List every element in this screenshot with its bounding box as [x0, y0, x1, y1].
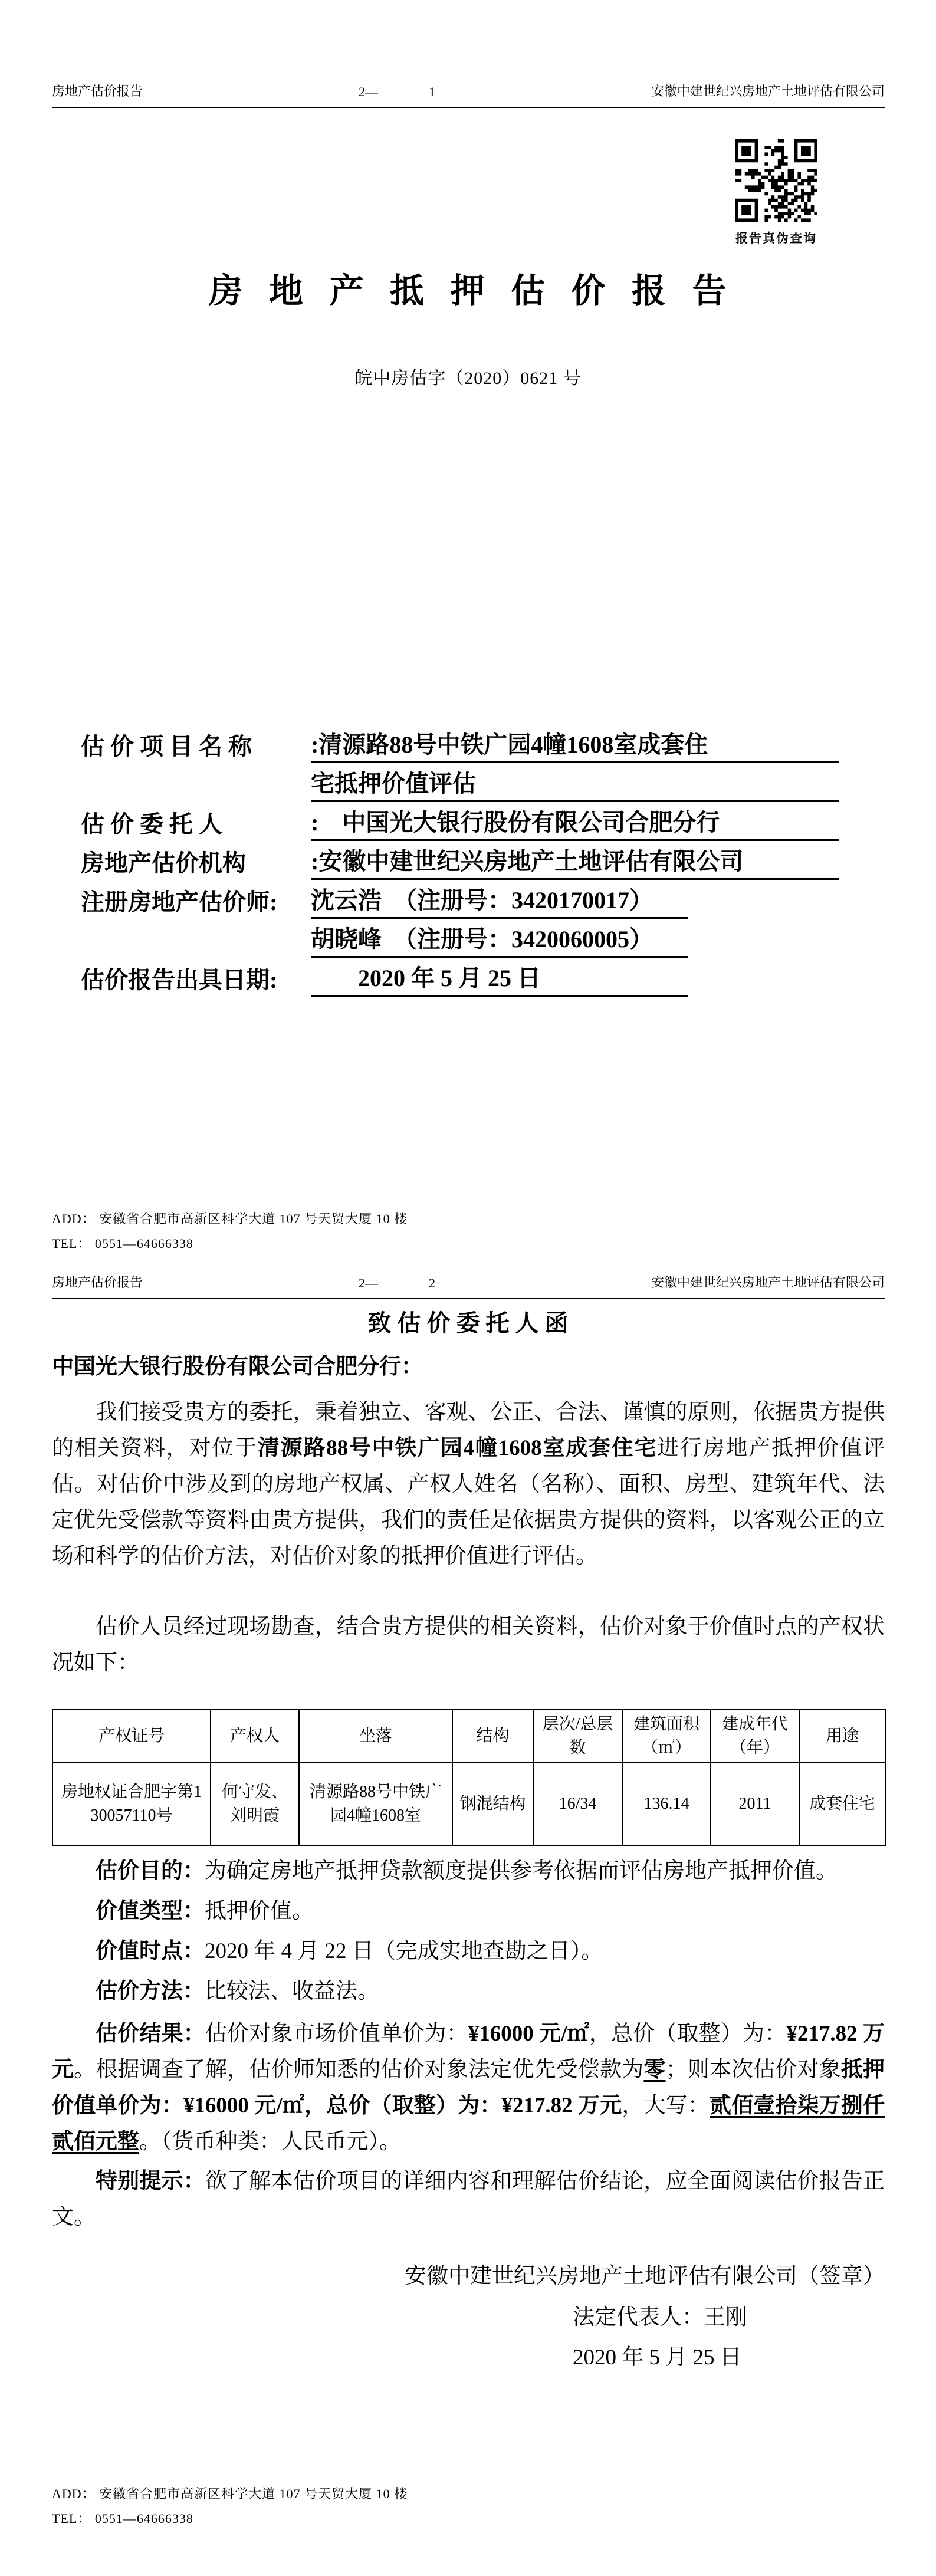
letter-salutation: 中国光大银行股份有限公司合肥分行：	[52, 1355, 423, 1379]
cell-owner: 何守发、刘明霞	[211, 1763, 299, 1845]
field-project-name	[81, 729, 839, 763]
result-text: ，总价（取整）为：	[589, 2022, 787, 2046]
field-appraiser-1	[81, 885, 839, 919]
page2-footer	[52, 2482, 408, 2531]
field-label: 房地产估价机构	[81, 850, 246, 876]
table-header-row	[52, 1710, 885, 1763]
result-label: 估价结果：	[96, 2022, 205, 2046]
header-page-indicator	[359, 84, 435, 100]
intro-text: 进行房地产抵押价值评估。对估价中涉及到的房地产权属、产权人姓名（名称）、面积、房型、建筑年代、法定优先受偿款等资料由贵方提供，我们的责任是依据贵方提供的资料，以客观公正的立场和科学的估价方法，对估价对象的抵押价值进行评估。	[52, 1436, 885, 1568]
header-company-name: 安徽中建世纪兴房地产土地评估有限公司	[651, 1275, 885, 1290]
item-text: 2020 年 4 月 22 日（完成实地查勘之日）。	[205, 1939, 603, 1963]
page-marker: 2—	[359, 1276, 378, 1290]
cell-year-built: 2011	[711, 1763, 799, 1845]
cell-floor: 16/34	[533, 1763, 622, 1845]
item-label: 估价方法：	[96, 1979, 205, 2003]
col-certificate-no: 产权证号	[52, 1710, 211, 1763]
report-title: 房 地 产 抵 押 估 价 报 告	[208, 272, 728, 310]
page2-running-header	[52, 1273, 885, 1299]
property-name: 清源路88号中铁广园4幢1608室成套住宅	[257, 1436, 658, 1460]
result-text: ，大写：	[622, 2094, 710, 2118]
item-label: 估价目的：	[96, 1859, 205, 1883]
header-doc-type: 房地产估价报告	[52, 84, 143, 98]
cell-usage: 成套住宅	[799, 1763, 885, 1845]
page-number: 2	[429, 1276, 435, 1290]
result-text: 。根据调查了解，估价师知悉的估价对象法定优先受偿款为	[74, 2058, 644, 2082]
field-value: : 中国光大银行股份有限公司合肥分行	[311, 804, 839, 841]
market-total-price: ¥217.82 万元	[52, 2022, 885, 2082]
col-structure: 结构	[452, 1710, 533, 1763]
footer-phone: TEL： 0551—64666338	[52, 2511, 193, 2526]
field-value: 沈云浩 （注册号：3420170017）	[311, 882, 688, 919]
page-number: 1	[429, 84, 435, 99]
footer-address: ADD： 安徽省合肥市高新区科学大道 107 号天贸大厦 10 楼	[52, 2486, 408, 2501]
field-value: :安徽中建世纪兴房地产土地评估有限公司	[311, 843, 839, 880]
intro-text: 我们接受贵方的委托，秉着独立、客观、公正、合法、谨慎的原则，依据贵方提供的相关资料，对位于	[52, 1400, 885, 1460]
header-company-name: 安徽中建世纪兴房地产土地评估有限公司	[651, 84, 885, 98]
notice-paragraph	[52, 2163, 885, 2235]
col-area: 建筑面积（㎡）	[622, 1710, 711, 1763]
field-label: 估 价 项 目 名 称	[81, 733, 252, 760]
item-label: 价值时点：	[96, 1939, 205, 1963]
cover-fields	[81, 729, 839, 1001]
mortgage-unit-price: ¥16000 元/㎡	[183, 2094, 305, 2118]
page1-running-header	[52, 81, 885, 108]
field-value: 2020 年 5 月 25 日	[311, 960, 688, 997]
qr-caption: 报告真伪查询	[735, 231, 817, 245]
priority-payment-zero: 零	[643, 2058, 666, 2082]
result-text: ，总价（取整）为：	[304, 2094, 502, 2118]
item-label: 价值类型：	[96, 1899, 205, 1923]
intro-paragraph	[52, 1394, 885, 1574]
item-text: 比较法、收益法。	[205, 1979, 379, 2003]
notice-label: 特别提示：	[96, 2169, 205, 2193]
result-text: 。（货币种类：人民币元）。	[139, 2130, 401, 2154]
mortgage-unit-price-label: 抵押价值单价为：	[52, 2058, 885, 2118]
item-value-type	[52, 1892, 885, 1930]
cell-certificate-no: 房地权证合肥字第130057110号	[52, 1763, 211, 1845]
page1-footer	[52, 1207, 408, 1256]
item-method	[52, 1973, 885, 2010]
property-rights-table	[52, 1709, 886, 1846]
field-issue-date	[81, 962, 839, 997]
field-client	[81, 807, 839, 841]
market-unit-price: ¥16000 元/㎡	[468, 2022, 589, 2046]
col-year-built: 建成年代（年）	[711, 1710, 799, 1763]
col-floor: 层次/总层数	[533, 1710, 622, 1763]
table-row	[52, 1763, 885, 1845]
field-agency	[81, 846, 839, 880]
field-label: 注册房地产估价师:	[81, 889, 278, 915]
field-value: 宅抵押价值评估	[311, 765, 839, 802]
letter-title: 致 估 价 委 托 人 函	[367, 1310, 569, 1336]
field-value: :清源路88号中铁广园4幢1608室成套住	[311, 726, 839, 763]
qr-code	[735, 139, 817, 222]
qr-block	[733, 139, 819, 247]
signature-date: 2020 年 5 月 25 日	[573, 2345, 742, 2370]
notice-text: 欲了解本估价项目的详细内容和理解估价结论，应全面阅读估价报告正文。	[52, 2169, 885, 2229]
item-appraisal-purpose	[52, 1852, 885, 1890]
footer-phone: TEL： 0551—64666338	[52, 1236, 193, 1251]
item-text: 为确定房地产抵押贷款额度提供参考依据而评估房地产抵押价值。	[205, 1859, 838, 1883]
field-project-name-line2	[81, 768, 839, 802]
survey-paragraph: 估价人员经过现场勘查，结合贵方提供的相关资料，估价对象于价值时点的产权状况如下：	[52, 1615, 885, 1675]
field-value: 胡晓峰 （注册号：3420060005）	[311, 921, 688, 958]
mortgage-total-price: ¥217.82 万元	[501, 2094, 622, 2118]
footer-address: ADD： 安徽省合肥市高新区科学大道 107 号天贸大厦 10 楼	[52, 1211, 408, 1226]
page-marker: 2—	[359, 84, 378, 99]
col-owner: 产权人	[211, 1710, 299, 1763]
cell-structure: 钢混结构	[452, 1763, 533, 1845]
header-doc-type: 房地产估价报告	[52, 1275, 143, 1290]
cell-location: 清源路88号中铁广园4幢1608室	[299, 1763, 452, 1845]
signature-company: 安徽中建世纪兴房地产土地评估有限公司（签章）	[405, 2264, 885, 2288]
amount-in-words: 贰佰壹拾柒万捌仟贰佰元整	[52, 2094, 885, 2154]
field-label: 估 价 委 托 人	[81, 811, 222, 837]
header-page-indicator	[359, 1276, 435, 1291]
field-appraiser-2	[81, 924, 839, 958]
col-location: 坐落	[299, 1710, 452, 1763]
result-text: 估价对象市场价值单价为：	[205, 2022, 468, 2046]
item-text: 抵押价值。	[205, 1899, 314, 1923]
field-label: 估价报告出具日期:	[81, 967, 278, 993]
cell-area: 136.14	[622, 1763, 711, 1845]
col-usage: 用途	[799, 1710, 885, 1763]
item-value-date	[52, 1933, 885, 1970]
result-text: ；则本次估价对象	[665, 2058, 841, 2082]
result-paragraph	[52, 2016, 885, 2160]
signature-legal-rep: 法定代表人：王刚	[573, 2305, 747, 2329]
report-number: 皖中房估字（2020）0621 号	[354, 369, 582, 388]
